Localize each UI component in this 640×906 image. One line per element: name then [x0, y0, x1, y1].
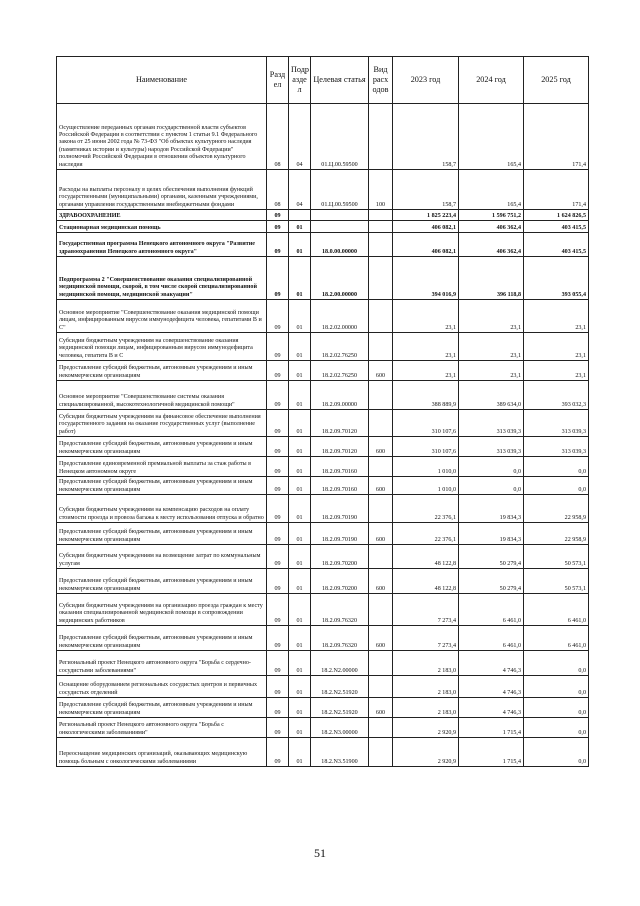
row-value-2025: 6 461,0 — [524, 594, 589, 626]
row-name: Предоставление субсидий бюджетным, автономным учреждениям и иным некоммерческим организациям — [57, 437, 267, 457]
row-type — [369, 651, 393, 676]
row-type — [369, 676, 393, 698]
row-subsection: 01 — [289, 410, 311, 437]
table-row — [57, 437, 589, 457]
row-value-2025: 50 573,1 — [524, 545, 589, 569]
row-value-2025: 393 055,4 — [524, 257, 589, 300]
row-subsection: 01 — [289, 545, 311, 569]
row-type — [369, 410, 393, 437]
row-value-2023: 2 920,9 — [393, 718, 459, 738]
row-type — [369, 594, 393, 626]
row-value-2025: 403 415,5 — [524, 233, 589, 257]
row-target: 18.2.09.00000 — [311, 381, 369, 410]
row-name: Основное мероприятие "Совершенствование оказания медицинской помощи лицам, инфицированным вирусом иммунодефицита человека, гепатитами B и C" — [57, 300, 267, 333]
row-section: 09 — [267, 738, 289, 767]
row-subsection: 01 — [289, 569, 311, 594]
row-value-2023: 2 183,0 — [393, 676, 459, 698]
row-value-2025: 22 958,9 — [524, 495, 589, 523]
row-subsection: 01 — [289, 676, 311, 698]
row-value-2023: 48 122,8 — [393, 569, 459, 594]
row-name: Предоставление субсидий бюджетным, автономным учреждениям и иным некоммерческим организациям — [57, 477, 267, 495]
header-section: Разд ел — [267, 57, 289, 104]
row-subsection — [289, 210, 311, 221]
row-value-2025: 50 573,1 — [524, 569, 589, 594]
row-value-2024: 0,0 — [459, 457, 524, 477]
row-type: 600 — [369, 437, 393, 457]
row-value-2023: 23,1 — [393, 361, 459, 381]
row-section: 09 — [267, 626, 289, 651]
row-type — [369, 381, 393, 410]
row-target — [311, 210, 369, 221]
row-name: Субсидии бюджетным учреждениям на компенсацию расходов на оплату стоимости проезда и провоза багажа к месту использования отпуска и обратно — [57, 495, 267, 523]
row-section: 09 — [267, 594, 289, 626]
row-name: Основное мероприятие "Совершенствование системы оказания специализированной, высокотехнологичной медицинской помощи" — [57, 381, 267, 410]
row-value-2025: 6 461,0 — [524, 626, 589, 651]
table-row — [57, 698, 589, 718]
table-row — [57, 221, 589, 233]
row-type — [369, 210, 393, 221]
row-value-2024: 396 118,8 — [459, 257, 524, 300]
row-value-2025: 22 958,9 — [524, 523, 589, 545]
table-row — [57, 523, 589, 545]
row-value-2024: 19 834,3 — [459, 523, 524, 545]
row-name: Подпрограмма 2 "Совершенствование оказания специализированной медицинской помощи, скорой, в том числе скорой специализированной медицинской помощи, медицинской эвакуации" — [57, 257, 267, 300]
row-target: 18.2.09.70120 — [311, 437, 369, 457]
row-name: Стационарная медицинская помощь — [57, 221, 267, 233]
row-subsection: 01 — [289, 437, 311, 457]
row-value-2025: 0,0 — [524, 651, 589, 676]
row-section: 09 — [267, 676, 289, 698]
row-subsection: 01 — [289, 718, 311, 738]
row-value-2023: 1 010,0 — [393, 457, 459, 477]
row-section: 08 — [267, 170, 289, 210]
row-target: 18.2.N2.51920 — [311, 698, 369, 718]
row-type — [369, 738, 393, 767]
row-name: Оснащение оборудованием региональных сосудистых центров и первичных сосудистых отделений — [57, 676, 267, 698]
row-name: ЗДРАВООХРАНЕНИЕ — [57, 210, 267, 221]
row-value-2024: 406 362,4 — [459, 221, 524, 233]
row-value-2024: 313 039,3 — [459, 410, 524, 437]
row-value-2023: 310 107,6 — [393, 410, 459, 437]
row-target: 18.2.00.00000 — [311, 257, 369, 300]
table-row — [57, 257, 589, 300]
row-value-2024: 1 715,4 — [459, 718, 524, 738]
row-value-2024: 0,0 — [459, 477, 524, 495]
table-row — [57, 210, 589, 221]
row-value-2024: 19 834,3 — [459, 495, 524, 523]
row-type — [369, 457, 393, 477]
row-value-2025: 0,0 — [524, 457, 589, 477]
row-name: Переоснащение медицинских организаций, оказывающих медицинскую помощь больным с онкологическими заболеваниями — [57, 738, 267, 767]
row-type: 600 — [369, 361, 393, 381]
row-subsection: 01 — [289, 361, 311, 381]
row-subsection: 01 — [289, 495, 311, 523]
row-name: Региональный проект Ненецкого автономного округа "Борьба с сердечно-сосудистыми заболеваниями" — [57, 651, 267, 676]
row-section: 09 — [267, 477, 289, 495]
row-subsection: 01 — [289, 523, 311, 545]
row-value-2025: 23,1 — [524, 333, 589, 361]
row-section: 09 — [267, 381, 289, 410]
row-subsection: 01 — [289, 257, 311, 300]
row-target: 01.Ц.00.59500 — [311, 104, 369, 170]
row-value-2025: 171,4 — [524, 170, 589, 210]
row-value-2025: 23,1 — [524, 300, 589, 333]
row-value-2024: 50 279,4 — [459, 569, 524, 594]
table-row — [57, 104, 589, 170]
row-target: 18.2.09.70190 — [311, 523, 369, 545]
row-name: Предоставление субсидий бюджетным, автономным учреждениям и иным некоммерческим организациям — [57, 361, 267, 381]
row-value-2024: 389 634,0 — [459, 381, 524, 410]
row-subsection: 01 — [289, 698, 311, 718]
row-value-2023: 22 376,1 — [393, 523, 459, 545]
row-value-2024: 165,4 — [459, 170, 524, 210]
row-section: 09 — [267, 495, 289, 523]
row-value-2025: 0,0 — [524, 676, 589, 698]
row-target: 18.2.09.70160 — [311, 457, 369, 477]
row-section: 09 — [267, 333, 289, 361]
row-section: 09 — [267, 545, 289, 569]
row-value-2023: 22 376,1 — [393, 495, 459, 523]
header-type: Вид расх одов — [369, 57, 393, 104]
row-type — [369, 104, 393, 170]
row-section: 09 — [267, 569, 289, 594]
row-name: Предоставление субсидий бюджетным, автономным учреждениям и иным некоммерческим организациям — [57, 569, 267, 594]
table-row — [57, 333, 589, 361]
row-type: 600 — [369, 569, 393, 594]
row-section: 08 — [267, 104, 289, 170]
row-value-2025: 313 039,3 — [524, 410, 589, 437]
row-value-2024: 313 039,3 — [459, 437, 524, 457]
row-value-2024: 165,4 — [459, 104, 524, 170]
row-name: Предоставление субсидий бюджетным, автономным учреждениям и иным некоммерческим организациям — [57, 626, 267, 651]
row-value-2023: 310 107,6 — [393, 437, 459, 457]
table-header-row — [57, 57, 589, 104]
row-value-2024: 50 279,4 — [459, 545, 524, 569]
row-type: 600 — [369, 626, 393, 651]
row-value-2025: 1 624 826,5 — [524, 210, 589, 221]
row-value-2023: 7 273,4 — [393, 594, 459, 626]
row-value-2023: 1 825 223,4 — [393, 210, 459, 221]
table-row — [57, 457, 589, 477]
row-name: Предоставление субсидий бюджетным, автономным учреждениям и иным некоммерческим организациям — [57, 698, 267, 718]
row-subsection: 01 — [289, 233, 311, 257]
header-subsection: Подр азде л — [289, 57, 311, 104]
row-type — [369, 233, 393, 257]
table-row — [57, 477, 589, 495]
table-row — [57, 718, 589, 738]
row-value-2024: 4 746,3 — [459, 676, 524, 698]
row-name: Расходы на выплаты персоналу в целях обеспечения выполнения функций государственными (муниципальными) органами, казенными учреждениями, органами управления государственными внебюджетными фондами — [57, 170, 267, 210]
row-target: 01.Ц.00.59500 — [311, 170, 369, 210]
table-row — [57, 300, 589, 333]
row-value-2024: 1 596 751,2 — [459, 210, 524, 221]
row-target: 18.2.N2.00000 — [311, 651, 369, 676]
row-value-2024: 23,1 — [459, 361, 524, 381]
row-subsection: 01 — [289, 457, 311, 477]
row-subsection: 01 — [289, 594, 311, 626]
row-section: 09 — [267, 410, 289, 437]
row-value-2024: 406 362,4 — [459, 233, 524, 257]
row-section: 09 — [267, 233, 289, 257]
row-target: 18.2.09.70200 — [311, 569, 369, 594]
row-value-2023: 388 889,9 — [393, 381, 459, 410]
row-type — [369, 300, 393, 333]
row-value-2025: 0,0 — [524, 718, 589, 738]
row-value-2023: 158,7 — [393, 104, 459, 170]
row-value-2023: 23,1 — [393, 333, 459, 361]
row-subsection: 01 — [289, 381, 311, 410]
row-subsection: 01 — [289, 477, 311, 495]
header-2023: 2023 год — [393, 57, 459, 104]
row-value-2023: 158,7 — [393, 170, 459, 210]
row-type: 600 — [369, 477, 393, 495]
row-subsection: 01 — [289, 626, 311, 651]
row-target: 18.2.09.76320 — [311, 626, 369, 651]
row-value-2023: 406 082,1 — [393, 233, 459, 257]
row-target: 18.2.N3.51900 — [311, 738, 369, 767]
row-value-2025: 393 032,3 — [524, 381, 589, 410]
row-value-2024: 6 461,0 — [459, 626, 524, 651]
row-value-2025: 403 415,5 — [524, 221, 589, 233]
row-subsection: 01 — [289, 221, 311, 233]
row-name: Осуществление переданных органам государственной власти субъектов Российской Федерации в соответствии с пунктом 1 статьи 9.1 Федерального закона от 25 июня 2002 года № 73-ФЗ "Об объектах культурного наследия (памятниках истории и культуры) народов Российской Федерации" полномочий Российской Федерации в отношении объектов культурного наследия — [57, 104, 267, 170]
table-row — [57, 410, 589, 437]
row-subsection: 01 — [289, 333, 311, 361]
table-row — [57, 569, 589, 594]
table-row — [57, 651, 589, 676]
row-value-2024: 23,1 — [459, 300, 524, 333]
row-target: 18.0.00.00000 — [311, 233, 369, 257]
row-target: 18.2.N3.00000 — [311, 718, 369, 738]
row-section: 09 — [267, 437, 289, 457]
row-target: 18.2.09.70160 — [311, 477, 369, 495]
table-row — [57, 233, 589, 257]
row-type: 600 — [369, 698, 393, 718]
row-section: 09 — [267, 210, 289, 221]
table-row — [57, 381, 589, 410]
row-type: 600 — [369, 523, 393, 545]
table-row — [57, 738, 589, 767]
row-value-2024: 1 715,4 — [459, 738, 524, 767]
row-value-2024: 4 746,3 — [459, 651, 524, 676]
row-type — [369, 221, 393, 233]
row-value-2023: 2 183,0 — [393, 698, 459, 718]
table-row — [57, 626, 589, 651]
row-section: 09 — [267, 651, 289, 676]
row-section: 09 — [267, 718, 289, 738]
row-value-2025: 0,0 — [524, 738, 589, 767]
row-target: 18.2.09.70120 — [311, 410, 369, 437]
row-subsection: 01 — [289, 651, 311, 676]
row-value-2023: 406 082,1 — [393, 221, 459, 233]
row-section: 09 — [267, 221, 289, 233]
row-value-2023: 2 920,9 — [393, 738, 459, 767]
row-target: 18.2.02.00000 — [311, 300, 369, 333]
table-row — [57, 676, 589, 698]
row-value-2025: 0,0 — [524, 698, 589, 718]
row-value-2023: 7 273,4 — [393, 626, 459, 651]
header-2025: 2025 год — [524, 57, 589, 104]
row-section: 09 — [267, 457, 289, 477]
row-type — [369, 545, 393, 569]
row-subsection: 01 — [289, 738, 311, 767]
table-row — [57, 594, 589, 626]
row-section: 09 — [267, 698, 289, 718]
row-section: 09 — [267, 523, 289, 545]
row-value-2023: 48 122,8 — [393, 545, 459, 569]
row-subsection: 01 — [289, 300, 311, 333]
budget-table — [56, 56, 589, 767]
row-name: Субсидии бюджетным учреждениям на возмещение затрат по коммунальным услугам — [57, 545, 267, 569]
row-section: 09 — [267, 361, 289, 381]
row-section: 09 — [267, 300, 289, 333]
row-target: 18.2.02.76250 — [311, 333, 369, 361]
row-target: 18.2.09.70190 — [311, 495, 369, 523]
row-type — [369, 333, 393, 361]
row-value-2025: 0,0 — [524, 477, 589, 495]
row-name: Государственная программа Ненецкого автономного округа "Развитие здравоохранения Ненецкого автономного округа" — [57, 233, 267, 257]
row-target: 18.2.09.76320 — [311, 594, 369, 626]
row-name: Субсидии бюджетным учреждениям на организацию проезда граждан к месту оказания специализированной медицинской помощи в сопровождении медицинских работников — [57, 594, 267, 626]
table-row — [57, 495, 589, 523]
row-type — [369, 257, 393, 300]
table-body — [57, 104, 589, 767]
table-row — [57, 545, 589, 569]
row-section: 09 — [267, 257, 289, 300]
row-name: Региональный проект Ненецкого автономного округа "Борьба с онкологическими заболеваниями" — [57, 718, 267, 738]
row-value-2023: 1 010,0 — [393, 477, 459, 495]
row-target — [311, 221, 369, 233]
row-type — [369, 718, 393, 738]
row-target: 18.2.09.70200 — [311, 545, 369, 569]
row-value-2023: 2 183,0 — [393, 651, 459, 676]
row-value-2024: 4 746,3 — [459, 698, 524, 718]
row-name: Предоставление единовременной премиальной выплаты за стаж работы в Ненецком автономном округе — [57, 457, 267, 477]
row-value-2025: 23,1 — [524, 361, 589, 381]
row-value-2024: 6 461,0 — [459, 594, 524, 626]
header-target: Целевая статья — [311, 57, 369, 104]
page-number: 51 — [314, 846, 326, 860]
row-target: 18.2.N2.51920 — [311, 676, 369, 698]
row-subsection: 04 — [289, 104, 311, 170]
row-type: 100 — [369, 170, 393, 210]
row-subsection: 04 — [289, 170, 311, 210]
row-value-2025: 313 039,3 — [524, 437, 589, 457]
row-type — [369, 495, 393, 523]
row-value-2024: 23,1 — [459, 333, 524, 361]
row-target: 18.2.02.76250 — [311, 361, 369, 381]
row-value-2023: 394 016,9 — [393, 257, 459, 300]
row-name: Субсидии бюджетным учреждениям на совершенствование оказания медицинской помощи лицам, инфицированным вирусом иммунодефицита человека, гепатита B и C — [57, 333, 267, 361]
header-2024: 2024 год — [459, 57, 524, 104]
row-value-2025: 171,4 — [524, 104, 589, 170]
table-row — [57, 361, 589, 381]
table-row — [57, 170, 589, 210]
row-name: Предоставление субсидий бюджетным, автономным учреждениям и иным некоммерческим организациям — [57, 523, 267, 545]
header-name: Наименование — [57, 57, 267, 104]
row-name: Субсидии бюджетным учреждениям на финансовое обеспечение выполнения государственного задания на оказание государственных услуг (выполнение работ) — [57, 410, 267, 437]
row-value-2023: 23,1 — [393, 300, 459, 333]
